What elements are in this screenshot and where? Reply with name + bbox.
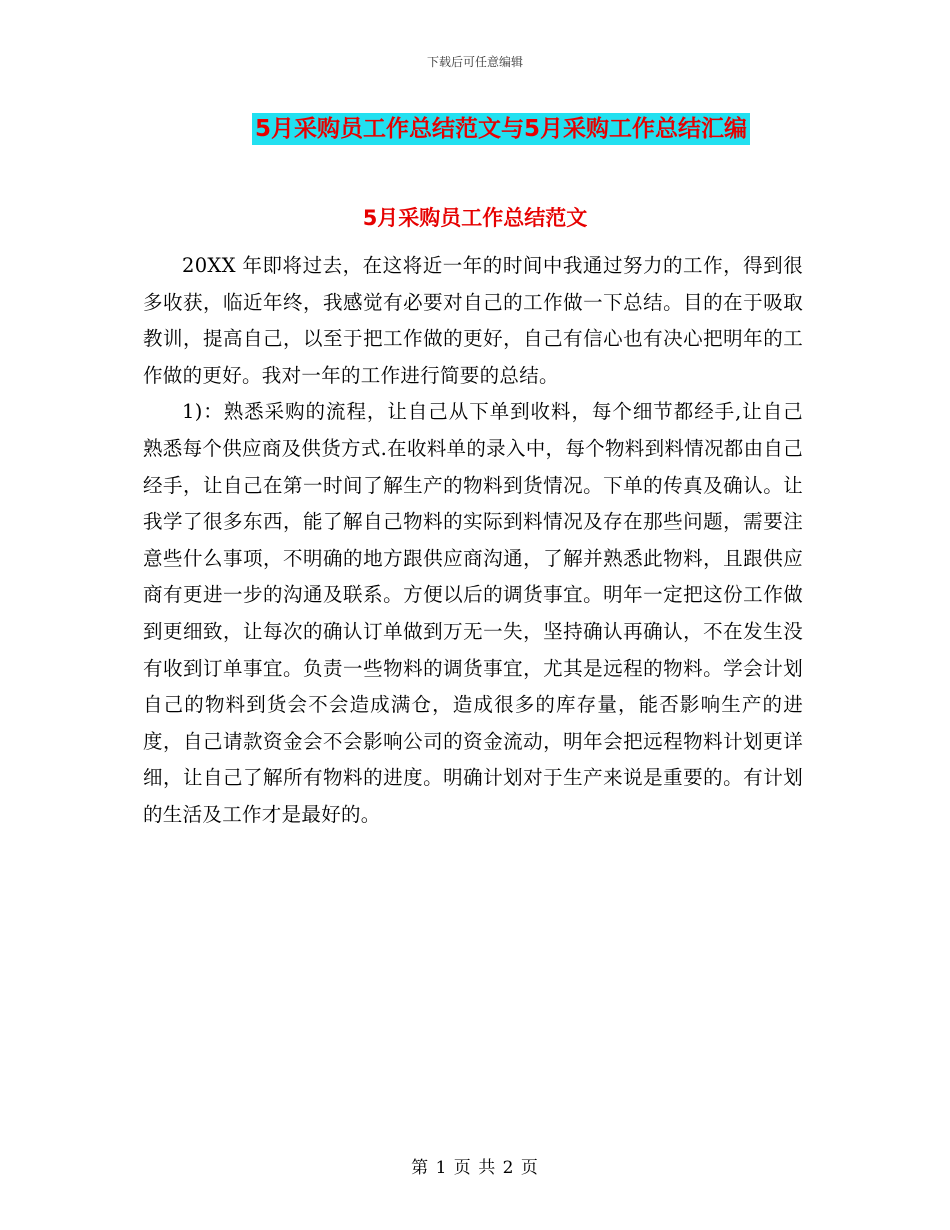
main-title-container [0,113,950,145]
document-body [143,248,803,834]
page-footer: 第 1 页 共 2 页 [411,1158,539,1178]
header-note: 下载后可任意编辑 [426,55,523,69]
section-title: 5月采购员工作总结范文 [362,206,588,230]
main-title: 5月采购员工作总结范文与5月采购工作总结汇编 [252,113,750,145]
paragraph-item-1: 1)：熟悉采购的流程，让自己从下单到收料，每个细节都经手,让自己熟悉每个供应商及供货方式.在收料单的录入中，每个物料到料情况都由自己经手，让自己在第一时间了解生产的物料到货情况。下单的传真及确认。让我学了很多东西，能了解自己物料的实际到料情况及存在那些问题，需要注意些什么事项，不明确的地方跟供应商沟通，了解并熟悉此物料，且跟供应商有更进一步的沟通及联系。方便以后的调货事宜。明年一定把这份工作做到更细致，让每次的确认订单做到万无一失，坚持确认再确认，不在发生没有收到订单事宜。负责一些物料的调货事宜，尤其是远程的物料。学会计划自己的物料到货会不会造成满仓，造成很多的库存量，能否影响生产的进度，自己请款资金会不会影响公司的资金流动，明年会把远程物料计划更详细，让自己了解所有物料的进度。明确计划对于生产来说是重要的。有计划的生活及工作才是最好的。 [143,400,803,826]
paragraph-intro: 20XX 年即将过去，在这将近一年的时间中我通过努力的工作，得到很多收获，临近年终，我感觉有必要对自己的工作做一下总结。目的在于吸取教训，提高自己，以至于把工作做的更好，自己有信心也有决心把明年的工作做的更好。我对一年的工作进行简要的总结。 [143,254,803,387]
